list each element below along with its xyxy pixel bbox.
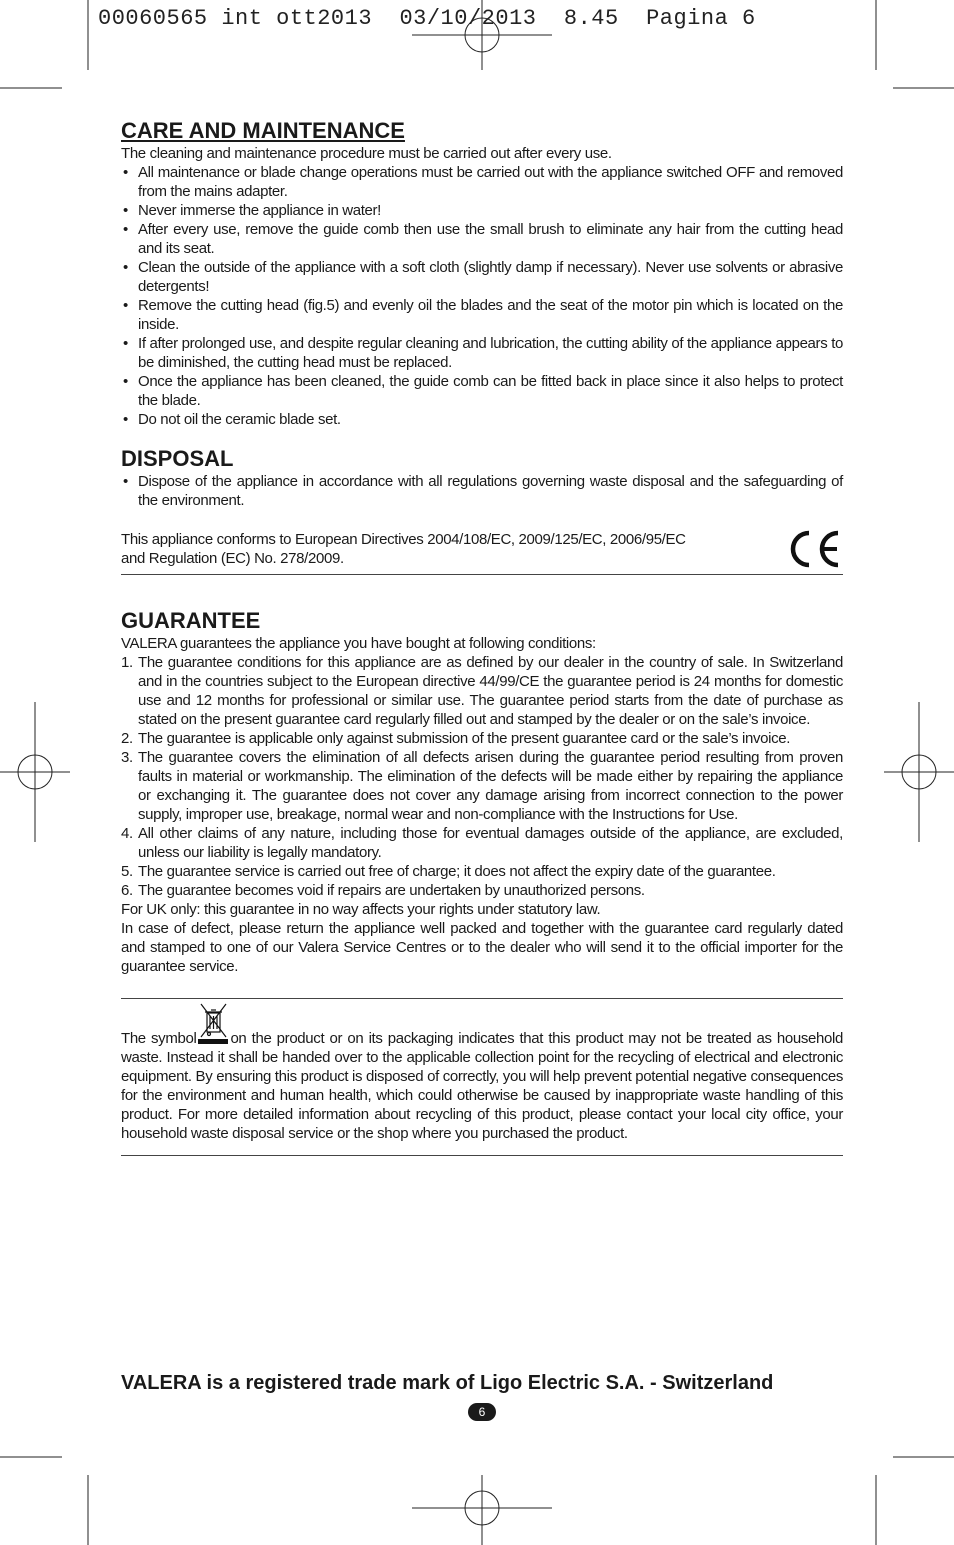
item-text: The guarantee conditions for this appliance are as defined by our dealer in the country of sale. In Switzerland and in the countries subject to the European directive 44/99/CE the guarantee period is 24 months for domestic use and 12 months for professional or similar use. The guarantee period starts from the date of purchase as stated on the present guarantee card regularly filled out and stamped by the dealer or on the sale’s invoice. <box>138 654 843 728</box>
care-bullet: • All maintenance or blade change operations must be carried out with the appliance switched OFF and removed from the mains adapter. <box>121 163 843 201</box>
conformity-line: and Regulation (EC) No. 278/2009. <box>121 550 344 567</box>
conformity-text <box>121 530 686 568</box>
guarantee-item <box>121 653 843 729</box>
item-text: The guarantee is applicable only against submission of the present guarantee card or the sale’s invoice. <box>138 730 791 747</box>
guarantee-list <box>121 653 843 900</box>
weee-text-start: The symbol <box>121 1030 197 1047</box>
guarantee-item <box>121 824 843 862</box>
item-number: 4. <box>121 825 133 842</box>
disposal-bullet: • Dispose of the appliance in accordance with all regulations governing waste disposal and the safeguarding of the environment. <box>121 472 843 510</box>
care-bullet: • Remove the cutting head (fig.5) and evenly oil the blades and the seat of the motor pin which is located on the inside. <box>121 296 843 334</box>
guarantee-item <box>121 881 843 900</box>
item-text: The guarantee covers the elimination of all defects arisen during the guarantee period resulting from proven faults in material or workmanship. The elimination of the defects will be made either by repairing the appliance or exchanging it. The guarantee does not cover any damage arising from incorrect connection to the power supply, improper use, breakage, normal wear and non-compliance with the Instructions for Use. <box>138 749 843 823</box>
ce-mark-icon <box>785 529 843 569</box>
care-bullet: • Clean the outside of the appliance with a soft cloth (slightly damp if necessary). Never use solvents or abrasive detergents! <box>121 258 843 296</box>
item-text: The guarantee service is carried out free of charge; it does not affect the expiry date of the guarantee. <box>138 863 776 880</box>
weee-text-rest: on the product or on its packaging indicates that this product may not be treated as household waste. Instead it shall be handed over to the applicable collection point for the recycling of electrical and electronic equipment. By ensuring this product is disposed of correctly, you will help prevent potential negative consequences for the environment and human health, which could otherwise be caused by inappropriate waste handling of this product. For more detailed information about recycling of this product, please contact your local city office, your household waste disposal service or the shop where you purchased the product. <box>121 1030 843 1142</box>
care-bullet: • Once the appliance has been cleaned, the guide comb can be fitted back in place since it also helps to protect the blade. <box>121 372 843 410</box>
trademark-footer: VALERA is a registered trade mark of Ligo Electric S.A. - Switzerland <box>121 1372 774 1394</box>
guarantee-heading: GUARANTEE <box>121 608 261 633</box>
print-slug: 00060565 int ott2013 03/10/2013 8.45 Pagina 6 <box>98 6 756 31</box>
divider <box>121 1155 843 1156</box>
item-text: All other claims of any nature, including those for eventual damages outside of the appliance, are excluded, unless our liability is legally mandatory. <box>138 825 843 861</box>
guarantee-intro: VALERA guarantees the appliance you have bought at following conditions: <box>121 635 596 652</box>
conformity-line: This appliance conforms to European Directives 2004/108/EC, 2009/125/EC, 2006/95/EC <box>121 531 686 548</box>
care-list <box>121 163 843 429</box>
weee-notice <box>121 1025 843 1143</box>
care-intro: The cleaning and maintenance procedure must be carried out after every use. <box>121 145 612 162</box>
item-text: The guarantee becomes void if repairs are undertaken by unauthorized persons. <box>138 882 645 899</box>
disposal-list <box>121 472 843 510</box>
conformity-block <box>121 529 843 569</box>
item-number: 1. <box>121 654 133 671</box>
guarantee-item <box>121 862 843 881</box>
care-bullet: • After every use, remove the guide comb then use the small brush to eliminate any hair from the cutting head and its seat. <box>121 220 843 258</box>
item-number: 6. <box>121 882 133 899</box>
defect-note: In case of defect, please return the appliance well packed and together with the guarantee card regularly dated and stamped to one of our Valera Service Centres or to the dealer who will send it to the official importer for the guarantee service. <box>121 920 843 975</box>
item-number: 5. <box>121 863 133 880</box>
page-content <box>121 118 843 1156</box>
care-heading: CARE AND MAINTENANCE <box>121 118 405 143</box>
divider <box>121 574 843 575</box>
page-number-badge: 6 <box>468 1403 496 1421</box>
item-number: 3. <box>121 749 133 766</box>
item-number: 2. <box>121 730 133 747</box>
guarantee-item <box>121 748 843 824</box>
care-bullet: • Do not oil the ceramic blade set. <box>121 410 843 429</box>
guarantee-item <box>121 729 843 748</box>
crossed-bin-icon <box>196 1025 230 1045</box>
uk-note: For UK only: this guarantee in no way affects your rights under statutory law. <box>121 901 601 918</box>
disposal-heading: DISPOSAL <box>121 446 234 471</box>
care-bullet: • If after prolonged use, and despite regular cleaning and lubrication, the cutting ability of the appliance appears to be diminished, the cutting head must be replaced. <box>121 334 843 372</box>
care-bullet: • Never immerse the appliance in water! <box>121 201 843 220</box>
